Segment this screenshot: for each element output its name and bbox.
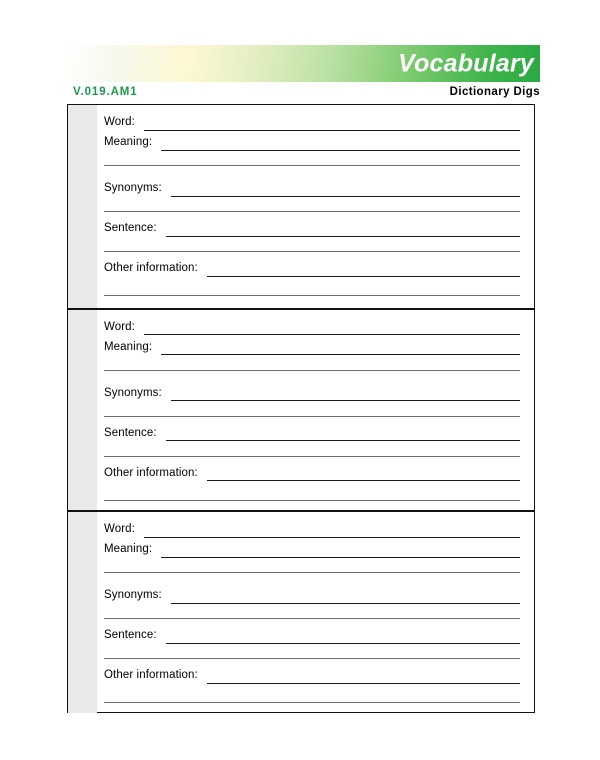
other-information-field-row (104, 263, 520, 277)
left-margin-strip (68, 310, 97, 511)
synonyms-continuation-line[interactable] (104, 211, 520, 212)
document-subtitle: Dictionary Digs (449, 86, 540, 98)
sentence-label: Sentence: (104, 426, 157, 439)
word-input-line[interactable] (144, 130, 520, 131)
synonyms-continuation-line[interactable] (104, 416, 520, 417)
other-information-input-line[interactable] (207, 683, 520, 684)
word-input-line[interactable] (144, 537, 520, 538)
word-label: Word: (104, 116, 135, 128)
word-field-row (104, 322, 520, 336)
sentence-continuation-line[interactable] (104, 251, 520, 252)
meaning-field-row (104, 137, 520, 151)
meaning-label: Meaning: (104, 340, 153, 353)
meaning-input-line[interactable] (161, 557, 520, 558)
sentence-field-row (104, 630, 520, 644)
other-information-field-row (104, 468, 520, 482)
vocabulary-entry-block (68, 308, 534, 511)
entry-fields (104, 105, 520, 308)
document-code: V.019.AM1 (73, 86, 138, 98)
left-margin-strip (68, 512, 97, 713)
meaning-label: Meaning: (104, 543, 153, 555)
left-margin-strip (68, 105, 97, 308)
meaning-label: Meaning: (104, 136, 153, 148)
sentence-label: Sentence: (104, 222, 157, 234)
other-information-continuation-line[interactable] (104, 500, 520, 501)
sentence-continuation-line[interactable] (104, 658, 520, 659)
meaning-field-row (104, 342, 520, 356)
synonyms-field-row (104, 388, 520, 402)
entry-fields (104, 310, 520, 511)
other-information-label: Other information: (104, 466, 198, 479)
sentence-label: Sentence: (104, 629, 157, 641)
other-information-input-line[interactable] (207, 276, 520, 277)
word-field-row (104, 524, 520, 538)
word-input-line[interactable] (144, 334, 520, 335)
synonyms-input-line[interactable] (171, 603, 520, 604)
sentence-continuation-line[interactable] (104, 456, 520, 457)
word-label: Word: (104, 320, 135, 333)
other-information-input-line[interactable] (207, 480, 520, 481)
vocabulary-entry-block (68, 510, 534, 713)
synonyms-field-row (104, 590, 520, 604)
word-field-row (104, 117, 520, 131)
sentence-input-line[interactable] (166, 440, 520, 441)
synonyms-continuation-line[interactable] (104, 618, 520, 619)
other-information-continuation-line[interactable] (104, 295, 520, 296)
entry-fields (104, 512, 520, 713)
sentence-field-row (104, 223, 520, 237)
meaning-continuation-line[interactable] (104, 165, 520, 166)
vocabulary-entry-block (68, 105, 534, 308)
meaning-field-row (104, 544, 520, 558)
other-information-label: Other information: (104, 262, 198, 274)
other-information-label: Other information: (104, 669, 198, 681)
other-information-continuation-line[interactable] (104, 702, 520, 703)
header-banner (67, 45, 540, 82)
synonyms-field-row (104, 183, 520, 197)
sentence-input-line[interactable] (166, 643, 520, 644)
worksheet-content-frame (67, 104, 535, 713)
sentence-input-line[interactable] (166, 236, 520, 237)
meaning-input-line[interactable] (161, 354, 520, 355)
other-information-field-row (104, 670, 520, 684)
meaning-continuation-line[interactable] (104, 572, 520, 573)
meaning-continuation-line[interactable] (104, 370, 520, 371)
synonyms-label: Synonyms: (104, 182, 162, 194)
subheader-row (67, 84, 540, 104)
synonyms-input-line[interactable] (171, 196, 520, 197)
synonyms-label: Synonyms: (104, 589, 162, 601)
meaning-input-line[interactable] (161, 150, 520, 151)
sentence-field-row (104, 428, 520, 442)
synonyms-label: Synonyms: (104, 386, 162, 399)
word-label: Word: (104, 523, 135, 535)
page-title: Vocabulary (398, 49, 534, 77)
synonyms-input-line[interactable] (171, 400, 520, 401)
